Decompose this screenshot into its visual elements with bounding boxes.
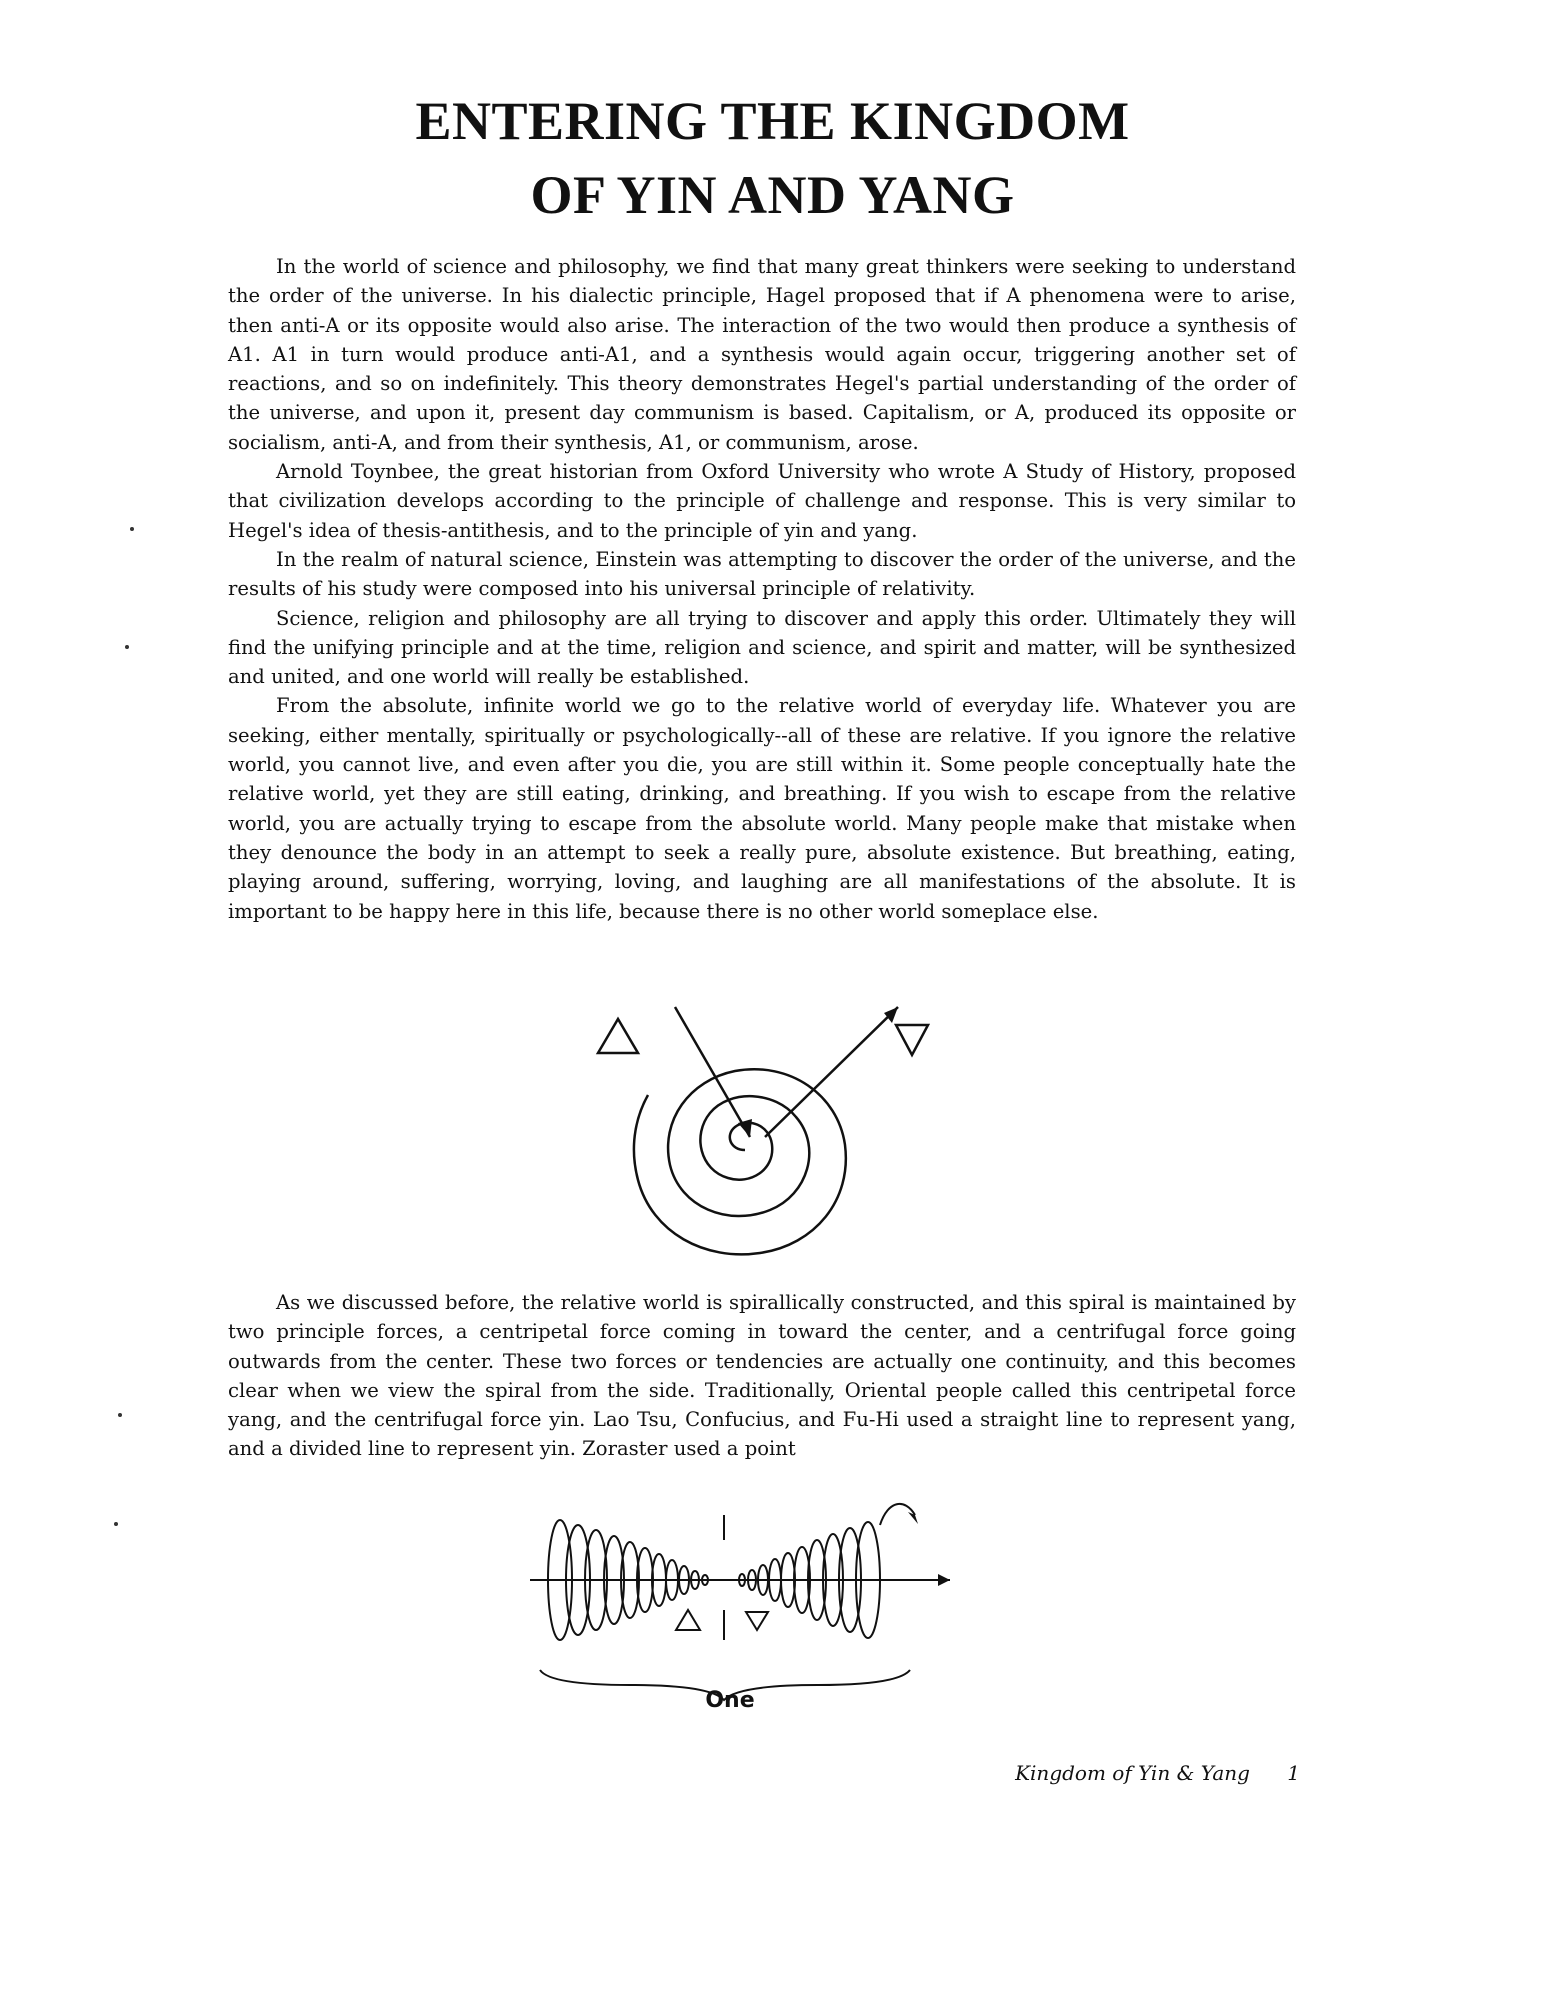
inward-arrow-line [675, 1007, 750, 1137]
paragraph-einstein: In the realm of natural science, Einstein was attempting to discover the order of the universe, and the results of his study were composed into his universal principle of relativity. [228, 547, 1296, 601]
yang-triangle-up-icon [676, 1610, 700, 1630]
spiral-curve [634, 1069, 846, 1254]
page-title-line-1: ENTERING THE KINGDOM [415, 91, 1130, 151]
figure-caption-one: One [705, 1688, 755, 1713]
paragraph-spiral-forces: As we discussed before, the relative world is spirallically constructed, and this spiral is maintained by two principle forces, a centripetal force coming in toward the center, and a centrifugal force going outwards from the center. These two forces or tendencies are actually one continuity, and this becomes clear when we view the spiral from the side. Traditionally, Oriental people called this centripetal force yang, and the centrifugal force yin. Lao Tsu, Confucius, and Fu-Hi used a straight line to represent yang, and a divided line to represent yin. Zoraster used a point [228, 1291, 1296, 1461]
scan-speck [114, 1522, 118, 1526]
outward-arrowhead-icon [884, 1007, 898, 1023]
yin-triangle-down-icon [896, 1025, 928, 1055]
page-number: 1 [1287, 1761, 1300, 1785]
running-footer-title: Kingdom of Yin & Yang [1015, 1761, 1250, 1785]
paragraph-science-religion: Science, religion and philosophy are all trying to discover and apply this order. Ultimately they will find the unifying principle and at the time, religion and science, and spirit and matter, will be synthesized and united, and one world will really be established. [228, 606, 1296, 689]
axis-arrowhead-icon [938, 1574, 950, 1586]
curl-arrowhead-icon [908, 1512, 918, 1524]
paragraph-hegel: In the world of science and philosophy, we find that many great thinkers were seeking to understand the order of the universe. In his dialectic principle, Hagel proposed that if A phenomena were to arise, then anti-A or its opposite would also arise. The interaction of the two would then produce a synthesis of A1. A1 in turn would produce anti-A1, and a synthesis would again occur, triggering another set of reactions, and so on indefinitely. This theory demonstrates Hegel's partial understanding of the order of the universe, and upon it, present day communism is based. Capitalism, or A, produced its opposite or socialism, anti-A, and from their synthesis, A1, or communism, arose. [228, 255, 1296, 454]
page-title-line-2: OF YIN AND YANG [530, 165, 1015, 225]
yang-triangle-up-icon [598, 1019, 638, 1053]
scan-speck [118, 1413, 122, 1417]
spiral-top-view-figure [560, 995, 960, 1295]
outward-curl-arrow [880, 1504, 915, 1525]
scan-speck [125, 645, 129, 649]
scan-speck [130, 527, 134, 531]
yin-triangle-down-icon [746, 1612, 768, 1630]
body-text-top [228, 252, 1296, 926]
outward-arrow-line [765, 1007, 898, 1137]
paragraph-toynbee: Arnold Toynbee, the great historian from Oxford University who wrote A Study of History, proposed that civilization develops according to the principle of challenge and response. This is very similar to Hegel's idea of thesis-antithesis, and to the principle of yin and yang. [228, 460, 1296, 542]
paragraph-relative-world: From the absolute, infinite world we go to the relative world of everyday life. Whatever you are seeking, either mentally, spiritually or psychologically--all of these are relative. If you ignore the relative world, you cannot live, and even after you die, you are still within it. Some people conceptually hate the relative world, yet they are still eating, drinking, and breathing. If you wish to escape from the relative world, you are actually trying to escape from the absolute world. Many people make that mistake when they denounce the body in an attempt to seek a really pure, absolute existence. But breathing, eating, playing around, suffering, worrying, loving, and laughing are all manifestations of the absolute. It is important to be happy here in this life, because there is no other world someplace else. [228, 694, 1296, 923]
body-text-bottom [228, 1288, 1296, 1464]
